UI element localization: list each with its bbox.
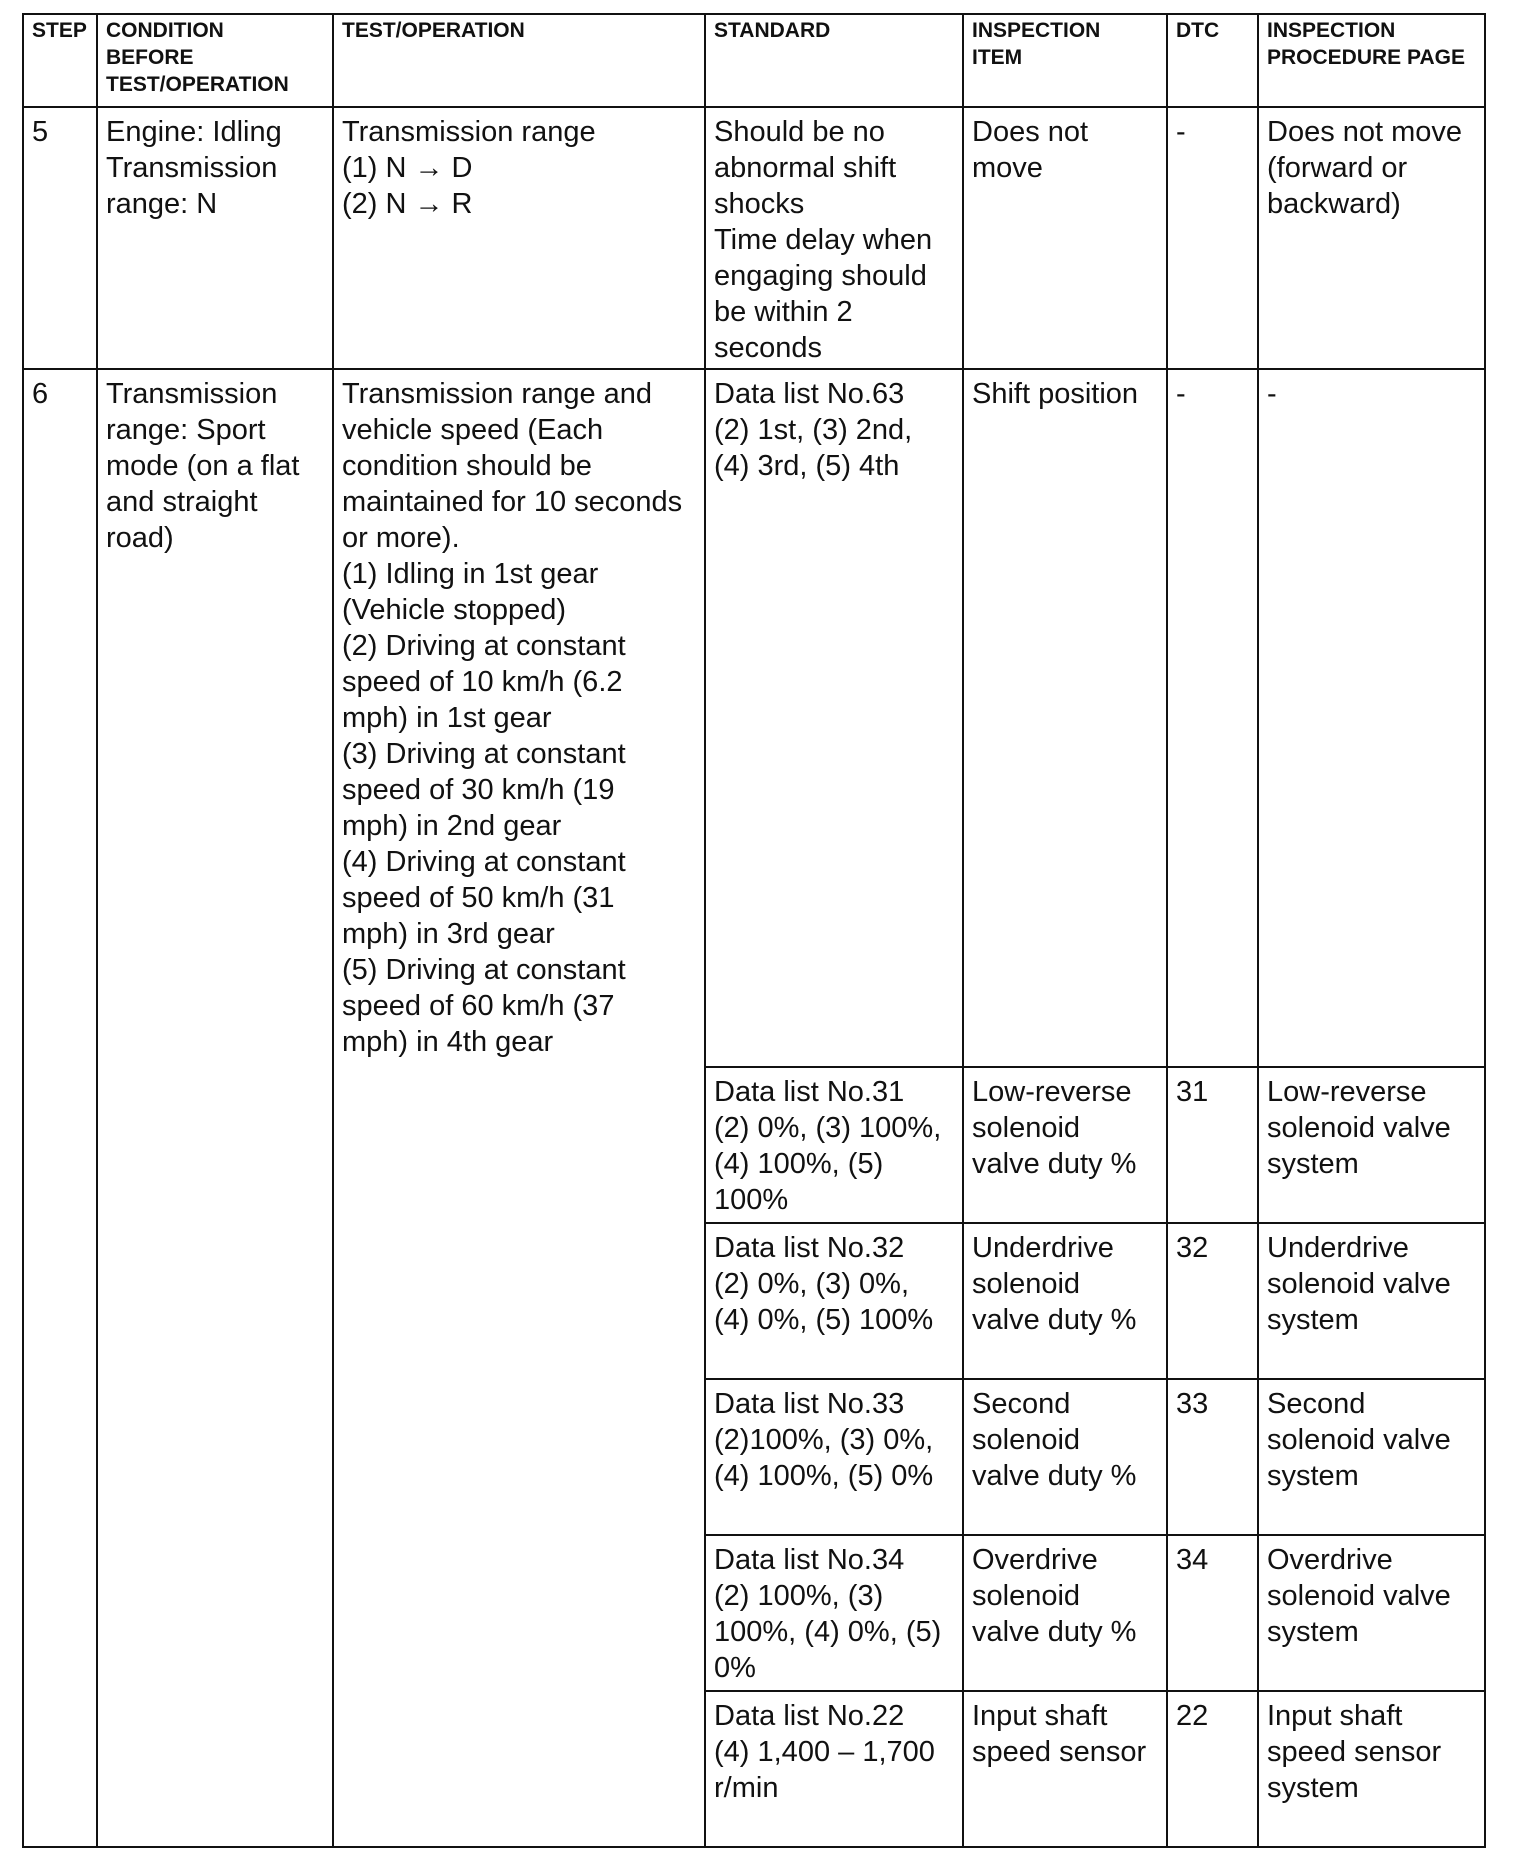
step-6-item-34: Overdrive solenoid valve duty %: [963, 1535, 1167, 1691]
step-5-standard: Should be no abnormal shift shocks Time delay when engaging should be within 2 seconds: [705, 107, 963, 369]
step-6-dtc-31: 31: [1167, 1067, 1258, 1223]
header-dtc: DTC: [1167, 14, 1258, 107]
header-condition: CONDITION BEFORE TEST/OPERATION: [97, 14, 333, 107]
step-6-standard-32: Data list No.32 (2) 0%, (3) 0%, (4) 0%, (5) 100%: [705, 1223, 963, 1379]
header-row: [23, 14, 1485, 107]
step-6-condition: Transmission range: Sport mode (on a flat and straight road): [97, 369, 333, 1847]
step-6-item-63: Shift position: [963, 369, 1167, 1067]
step-5-test: Transmission range (1) N → D (2) N → R: [333, 107, 705, 369]
step-6-page-33: Second solenoid valve system: [1258, 1379, 1485, 1535]
step-6-item-31: Low-reverse solenoid valve duty %: [963, 1067, 1167, 1223]
step-6-test: Transmission range and vehicle speed (Each condition should be maintained for 10 seconds or more). (1) Idling in 1st gear (Vehicle stopped) (2) Driving at constant speed of 10 km/h (6.2 mph) in 1st gear (3) Driving at constant speed of 30 km/h (19 mph) in 2nd gear (4) Driving at constant speed of 50 km/h (31 mph) in 3rd gear (5) Driving at constant speed of 60 km/h (37 mph) in 4th gear: [333, 369, 705, 1847]
step-5-condition: Engine: Idling Transmission range: N: [97, 107, 333, 369]
header-standard: STANDARD: [705, 14, 963, 107]
step-6-dtc-22: 22: [1167, 1691, 1258, 1847]
header-procedure-page: INSPECTION PROCEDURE PAGE: [1258, 14, 1485, 107]
step-6-standard-33: Data list No.33 (2)100%, (3) 0%, (4) 100%, (5) 0%: [705, 1379, 963, 1535]
header-test-operation: TEST/OPERATION: [333, 14, 705, 107]
header-inspection-item: INSPECTION ITEM: [963, 14, 1167, 107]
step-6-dtc-33: 33: [1167, 1379, 1258, 1535]
step-6-number: 6: [23, 369, 97, 1847]
step-5-number: 5: [23, 107, 97, 369]
step-6-dtc-63: -: [1167, 369, 1258, 1067]
step-6-page-31: Low-reverse solenoid valve system: [1258, 1067, 1485, 1223]
step-6-item-33: Second solenoid valve duty %: [963, 1379, 1167, 1535]
step-6-item-32: Underdrive solenoid valve duty %: [963, 1223, 1167, 1379]
step-6-dtc-32: 32: [1167, 1223, 1258, 1379]
step-6-page-22: Input shaft speed sensor system: [1258, 1691, 1485, 1847]
step-6-item-22: Input shaft speed sensor: [963, 1691, 1167, 1847]
step-6-standard-63: Data list No.63 (2) 1st, (3) 2nd, (4) 3rd, (5) 4th: [705, 369, 963, 1067]
header-step: STEP: [23, 14, 97, 107]
table-row-step-5: [23, 107, 1485, 369]
step-5-inspection-item: Does not move: [963, 107, 1167, 369]
step-6-page-34: Overdrive solenoid valve system: [1258, 1535, 1485, 1691]
inspection-table: [22, 13, 1486, 1848]
step-6-page-63: -: [1258, 369, 1485, 1067]
step-6-standard-22: Data list No.22 (4) 1,400 – 1,700 r/min: [705, 1691, 963, 1847]
step-6-standard-31: Data list No.31 (2) 0%, (3) 100%, (4) 100%, (5) 100%: [705, 1067, 963, 1223]
step-6-standard-34: Data list No.34 (2) 100%, (3) 100%, (4) 0%, (5) 0%: [705, 1535, 963, 1691]
table-row-step-6-shift-position: [23, 369, 1485, 1067]
step-6-dtc-34: 34: [1167, 1535, 1258, 1691]
step-5-dtc: -: [1167, 107, 1258, 369]
step-6-page-32: Underdrive solenoid valve system: [1258, 1223, 1485, 1379]
step-5-procedure-page: Does not move (forward or backward): [1258, 107, 1485, 369]
